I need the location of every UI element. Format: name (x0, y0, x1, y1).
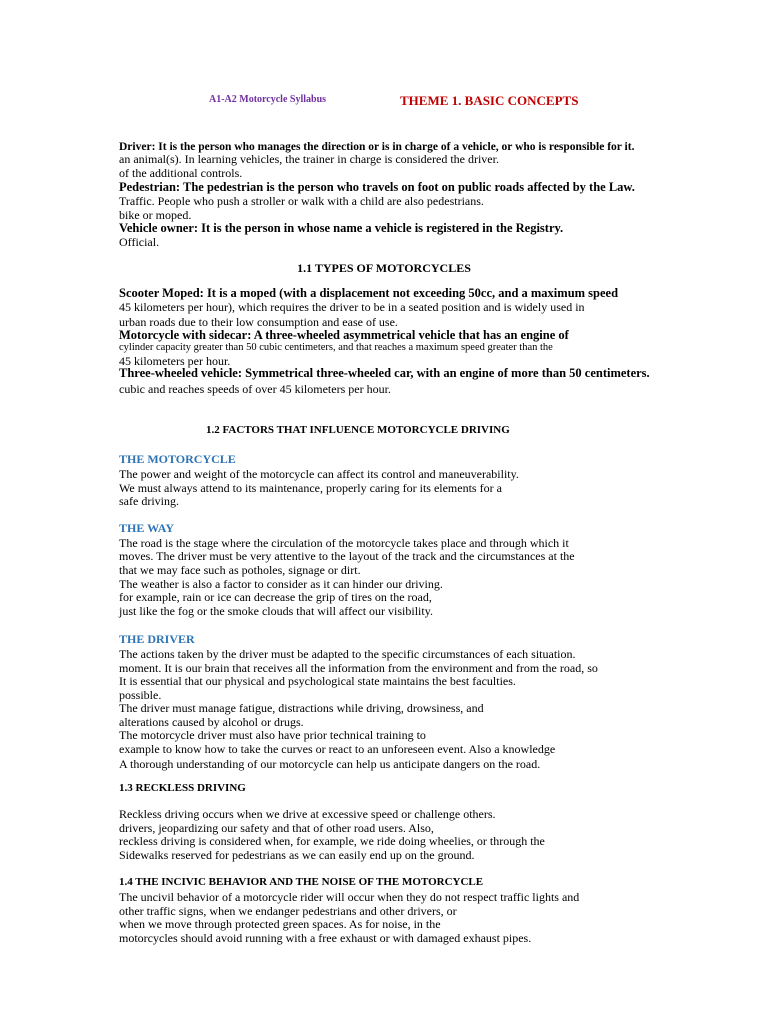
incivic-line: motorcycles should avoid running with a free exhaust or with damaged exhaust pipes. (119, 931, 532, 945)
section-heading: 1.3 RECKLESS DRIVING (119, 782, 246, 794)
section-heading: 1.1 TYPES OF MOTORCYCLES (297, 261, 471, 275)
reckless-line: reckless driving is considered when, for example, we ride doing wheelies, or through the (119, 834, 545, 848)
reckless-line: drivers, jeopardizing our safety and that of other road users. Also, (119, 821, 434, 835)
intro-line: Driver: It is the person who manages the direction or is in charge of a vehicle, or who is responsible for it. (119, 141, 635, 153)
types-line: 45 kilometers per hour. (119, 354, 231, 368)
factor-line: for example, rain or ice can decrease the grip of tires on the road, (119, 590, 432, 604)
types-line: cylinder capacity greater than 50 cubic centimeters, and that reaches a maximum speed greater than the (119, 342, 553, 353)
types-line: urban roads due to their low consumption and ease of use. (119, 315, 398, 329)
factor-line: that we may face such as potholes, signage or dirt. (119, 563, 361, 577)
subheading-driver: THE DRIVER (119, 632, 195, 646)
factor-line: possible. (119, 688, 162, 702)
intro-line: Pedestrian: The pedestrian is the person who travels on foot on public roads affected by the Law. (119, 180, 635, 194)
reckless-line: Reckless driving occurs when we drive at excessive speed or challenge others. (119, 807, 496, 821)
factor-line: The driver must manage fatigue, distractions while driving, drowsiness, and (119, 701, 484, 715)
intro-line: an animal(s). In learning vehicles, the trainer in charge is considered the driver. (119, 152, 499, 166)
incivic-line: other traffic signs, when we endanger pedestrians and other drivers, or (119, 904, 457, 918)
intro-line: of the additional controls. (119, 166, 243, 180)
factor-line: safe driving. (119, 494, 179, 508)
theme-title: THEME 1. BASIC CONCEPTS (400, 93, 579, 108)
types-line: Three-wheeled vehicle: Symmetrical three-wheeled car, with an engine of more than 50 centimeters. (119, 366, 650, 380)
subheading-motorcycle: THE MOTORCYCLE (119, 452, 236, 466)
intro-line: bike or moped. (119, 208, 192, 222)
incivic-line: when we move through protected green spaces. As for noise, in the (119, 917, 441, 931)
subheading-way: THE WAY (119, 521, 175, 535)
section-heading: 1.4 THE INCIVIC BEHAVIOR AND THE NOISE OF THE MOTORCYCLE (119, 876, 484, 888)
factor-line: alterations caused by alcohol or drugs. (119, 715, 304, 729)
factor-line: moves. The driver must be very attentive to the layout of the track and the circumstances at the (119, 549, 575, 563)
factor-line: example to know how to take the curves or react to an unforeseen event. Also a knowledge (119, 742, 556, 756)
types-line: Motorcycle with sidecar: A three-wheeled asymmetrical vehicle that has an engine of (119, 328, 569, 342)
types-line: Scooter Moped: It is a moped (with a displacement not exceeding 50cc, and a maximum speed (119, 286, 619, 300)
section-heading: 1.2 FACTORS THAT INFLUENCE MOTORCYCLE DRIVING (206, 424, 510, 436)
intro-line: Traffic. People who push a stroller or walk with a child are also pedestrians. (119, 194, 484, 208)
intro-line: Official. (119, 235, 160, 249)
reckless-line: Sidewalks reserved for pedestrians as we can easily end up on the ground. (119, 848, 475, 862)
incivic-line: The uncivil behavior of a motorcycle rider will occur when they do not respect traffic lights and (119, 890, 580, 904)
factor-line: moment. It is our brain that receives all the information from the environment and from the road, so (119, 661, 598, 675)
factor-line: The weather is also a factor to consider as it can hinder our driving. (119, 577, 443, 591)
intro-line: Vehicle owner: It is the person in whose name a vehicle is registered in the Registry. (119, 221, 564, 235)
factor-line: A thorough understanding of our motorcycle can help us anticipate dangers on the road. (119, 757, 541, 771)
factor-line: just like the fog or the smoke clouds that will affect our visibility. (119, 604, 433, 618)
syllabus-label: A1-A2 Motorcycle Syllabus (209, 94, 327, 105)
factor-line: We must always attend to its maintenance, properly caring for its elements for a (119, 481, 502, 495)
types-line: 45 kilometers per hour), which requires the driver to be in a seated position and is widely used in (119, 300, 585, 314)
factor-line: The motorcycle driver must also have prior technical training to (119, 728, 426, 742)
factor-line: The road is the stage where the circulation of the motorcycle takes place and through which it (119, 536, 569, 550)
factor-line: The actions taken by the driver must be adapted to the specific circumstances of each situation. (119, 647, 576, 661)
factor-line: The power and weight of the motorcycle can affect its control and maneuverability. (119, 467, 519, 481)
types-line: cubic and reaches speeds of over 45 kilometers per hour. (119, 382, 391, 396)
factor-line: It is essential that our physical and psychological state maintains the best faculties. (119, 674, 516, 688)
